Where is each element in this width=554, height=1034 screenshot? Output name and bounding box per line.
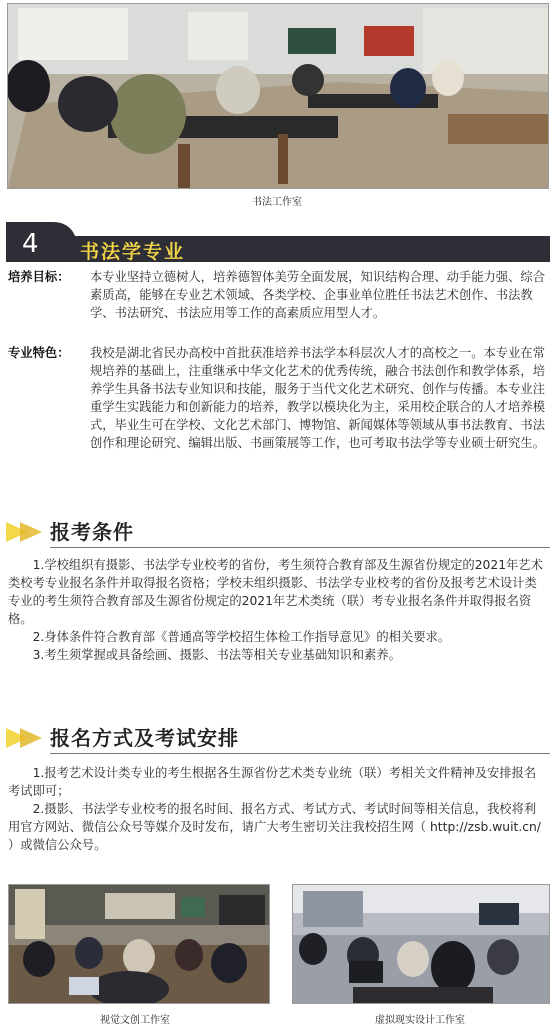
registration-list (8, 764, 548, 854)
condition-item: 2.身体条件符合教育部《普通高等学校招生体检工作指导意见》的相关要求。 (32, 630, 451, 644)
registration-item: 2.摄影、书法学专业校考的报名时间、报名方式、考试方式、考试时间等相关信息，我校将利用官方网站、微信公众号等媒介及时发布，请广大考生密切关注我校招生网（ http://zsb.wuit.cn/ ）或微信公众号。 (8, 802, 541, 852)
banner-number-tab (6, 222, 76, 262)
training-goal-term: 培养目标： (8, 270, 70, 284)
section-number: 4 (22, 229, 39, 259)
vr-design-studio-photo (292, 884, 550, 1004)
visual-design-studio-photo (8, 884, 270, 1004)
calligraphy-studio-illustration (8, 4, 548, 188)
arrow-icon-shadow (20, 522, 42, 542)
major-features-term: 专业特色： (8, 346, 70, 360)
visual-design-studio-illustration (9, 885, 269, 1003)
condition-item: 3.考生须掌握或具备绘画、摄影、书法等相关专业基础知识和素养。 (32, 648, 401, 662)
major-features (8, 344, 548, 492)
registration-heading (6, 722, 550, 754)
heading-rule (50, 753, 550, 754)
heading-rule (50, 547, 550, 548)
registration-item: 1.报考艺术设计类专业的考生根据各生源省份艺术类专业统（联）考相关文件精神及安排报名考试即可； (8, 766, 537, 798)
section-title: 书法学专业 (80, 241, 186, 263)
calligraphy-studio-caption: 书法工作室 (252, 197, 302, 208)
training-goal-text: 本专业坚持立德树人，培养德智体美劳全面发展，知识结构合理、动手能力强、综合素质高，能够在专业艺术领域、各类学校、企事业单位胜任书法艺术创作、书法教学、书法研究、书法应用等工作的高素质应用型人才。 (90, 270, 545, 320)
training-goal (8, 268, 548, 342)
section-4-banner (6, 222, 550, 262)
registration-title: 报名方式及考试安排 (50, 726, 239, 750)
vr-design-studio-illustration (293, 885, 549, 1003)
vr-design-studio-caption: 虚拟现实设计工作室 (375, 1015, 465, 1026)
conditions-heading (6, 516, 550, 548)
conditions-title: 报考条件 (50, 520, 134, 544)
visual-design-studio-caption: 视觉文创工作室 (100, 1015, 170, 1026)
conditions-list (8, 556, 548, 664)
calligraphy-studio-photo (7, 3, 549, 189)
arrow-icon-shadow (20, 728, 42, 748)
major-features-text: 我校是湖北省民办高校中首批获准培养书法学本科层次人才的高校之一。本专业在常规培养的基础上，注重继承中华文化艺术的优秀传统，融合书法创作和教学体系，培养学生具备书法专业知识和技能，服务于当代文化艺术研究、创作与传播。本专业注重学生实践能力和创新能力的培养，教学以模块化为主，采用校企联合的人才培养模式，毕业生可在学校、文化艺术部门、博物馆、新闻媒体等领域从事书法教育、书法创作和理论研究、编辑出版、书画策展等工作，也可考取书法学等专业硕士研究生。 (90, 346, 545, 450)
condition-item: 1.学校组织有摄影、书法学专业校考的省份，考生须符合教育部及生源省份规定的2021年艺术类校考专业报名条件并取得报名资格；学校未组织摄影、书法学专业校考的省份及报考艺术设计类专业的考生须符合教育部及生源省份规定的2021年艺术类统（联）考专业报名条件并取得报名资格。 (8, 558, 543, 626)
